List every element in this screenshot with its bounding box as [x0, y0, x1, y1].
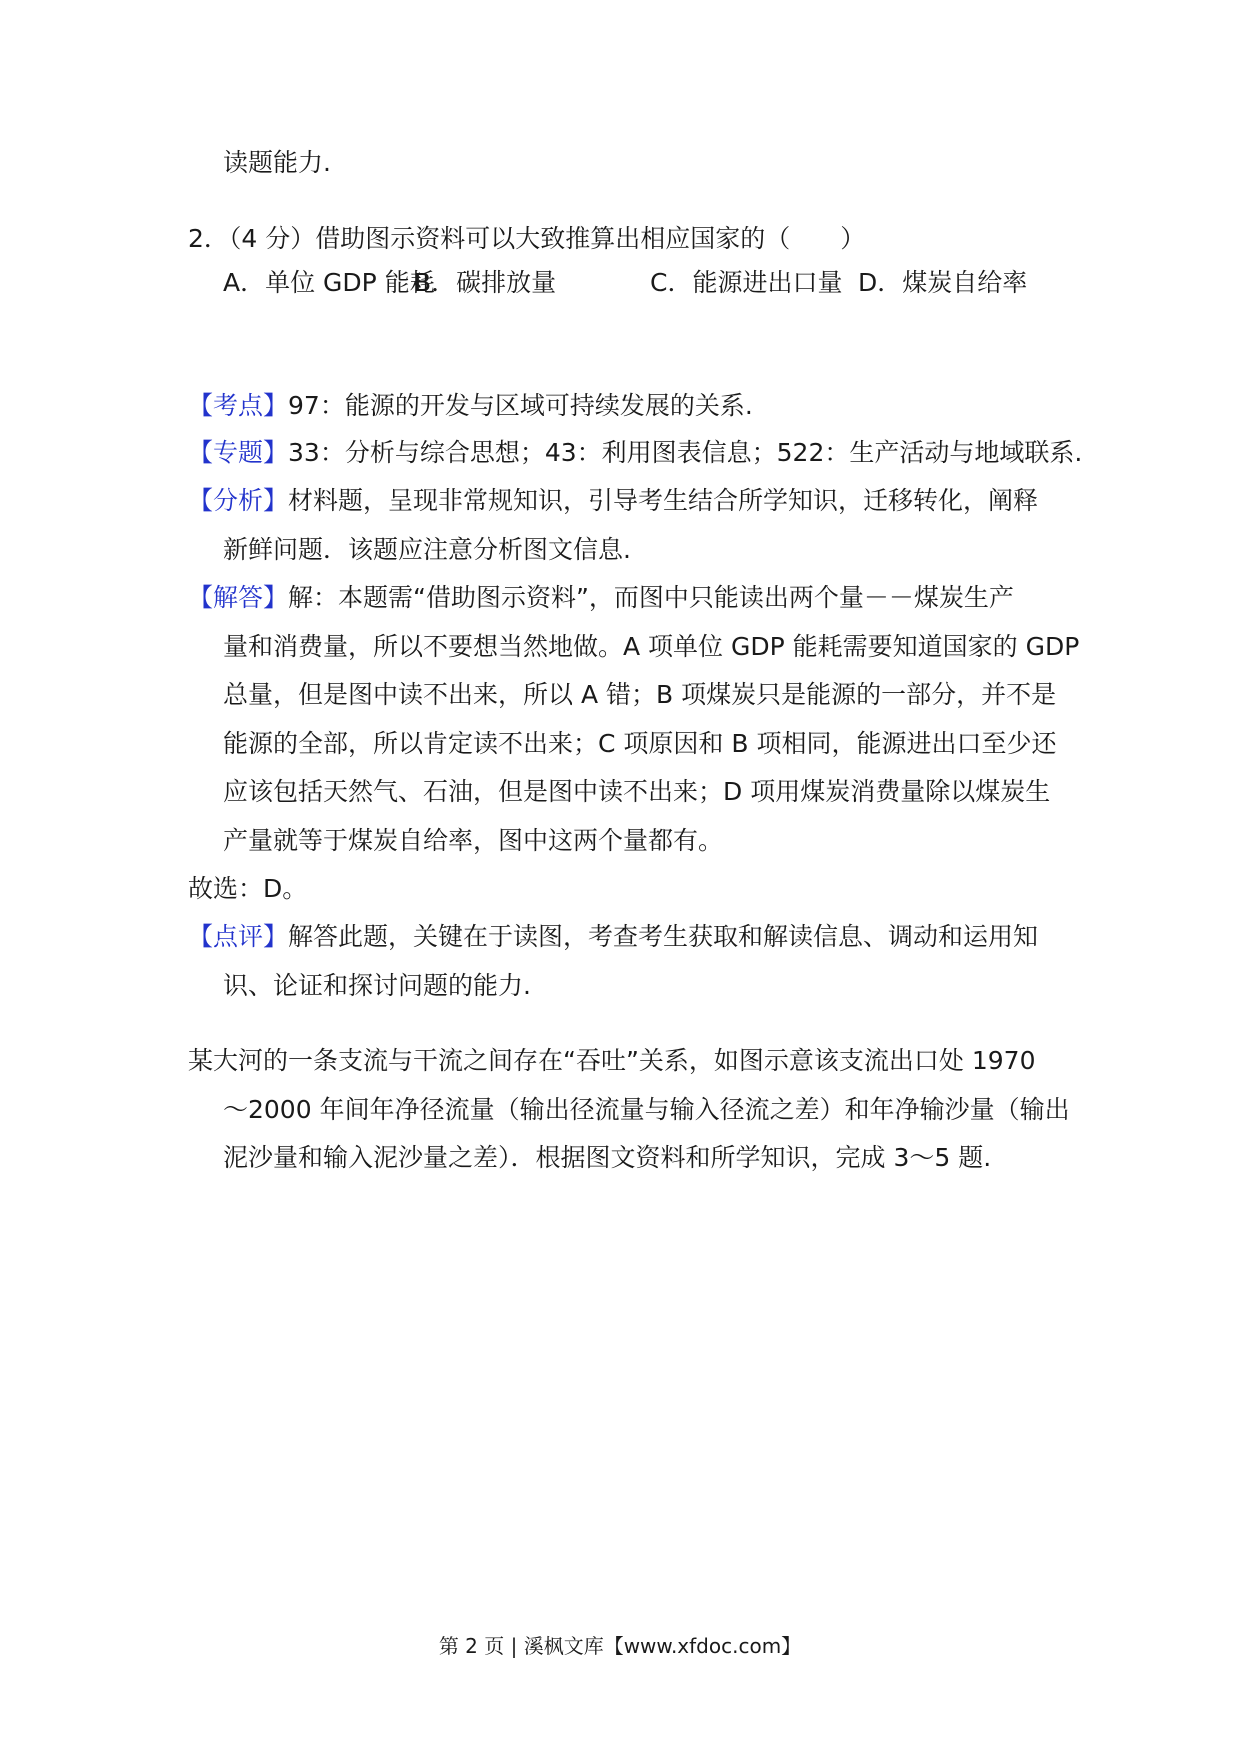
kaodian-text: 97：能源的开发与区域可持续发展的关系.: [288, 391, 753, 420]
zhuanti-text: 33：分析与综合思想；43：利用图表信息；522：生产活动与地域联系.: [288, 438, 1083, 467]
option-a: A．单位 GDP 能耗: [223, 268, 435, 297]
passage-line-1: 某大河的一条支流与干流之间存在“吞吐”关系，如图示意该支流出口处 1970: [188, 1046, 1036, 1075]
jieda-line-4: 能源的全部，所以肯定读不出来；C 项原因和 B 项相同，能源进出口至少还: [223, 729, 1057, 758]
jieda-row: [188, 581, 1014, 615]
option-b: B．碳排放量: [414, 268, 557, 297]
option-c: C．能源进出口量: [650, 268, 843, 297]
dianping-line-2: 识、论证和探讨问题的能力.: [223, 971, 531, 1000]
jieda-line-5: 应该包括天然气、石油，但是图中读不出来；D 项用煤炭消费量除以煤炭生: [223, 777, 1051, 806]
zhuanti-tag: 【专题】: [188, 438, 289, 467]
dianping-tag: 【点评】: [188, 922, 289, 951]
kaodian-tag: 【考点】: [188, 391, 289, 420]
fenxi-line-1: 材料题，呈现非常规知识，引导考生结合所学知识，迁移转化，阐释: [288, 486, 1039, 515]
kaodian-row: [188, 389, 753, 423]
option-d: D．煤炭自给率: [858, 268, 1028, 297]
page-footer: 第 2 页 | 溪枫文库【www.xfdoc.com】: [438, 1634, 802, 1658]
jieda-line-3: 总量，但是图中读不出来，所以 A 错；B 项煤炭只是能源的一部分，并不是: [223, 680, 1057, 709]
fenxi-tag: 【分析】: [188, 486, 289, 515]
passage-line-2: ～2000 年间年净径流量（输出径流量与输入径流之差）和年净输沙量（输出: [223, 1095, 1070, 1124]
answer-line: 故选：D。: [188, 874, 308, 903]
fenxi-row: [188, 484, 1038, 518]
previous-answer-tail: 读题能力.: [223, 148, 331, 177]
jieda-line-2: 量和消费量，所以不要想当然地做。A 项单位 GDP 能耗需要知道国家的 GDP: [223, 632, 1080, 661]
jieda-line-6: 产量就等于煤炭自给率，图中这两个量都有。: [223, 826, 724, 855]
jieda-line-1: 解：本题需“借助图示资料”，而图中只能读出两个量－－煤炭生产: [288, 583, 1014, 612]
fenxi-line-2: 新鲜问题．该题应注意分析图文信息.: [223, 535, 631, 564]
question-2-stem: 2．（4 分）借助图示资料可以大致推算出相应国家的（ ）: [188, 224, 866, 253]
dianping-line-1: 解答此题，关键在于读图，考查考生获取和解读信息、调动和运用知: [288, 922, 1039, 951]
passage-line-3: 泥沙量和输入泥沙量之差）．根据图文资料和所学知识，完成 3～5 题.: [223, 1143, 992, 1172]
dianping-row: [188, 920, 1038, 954]
jieda-tag: 【解答】: [188, 583, 289, 612]
zhuanti-row: [188, 436, 1082, 470]
